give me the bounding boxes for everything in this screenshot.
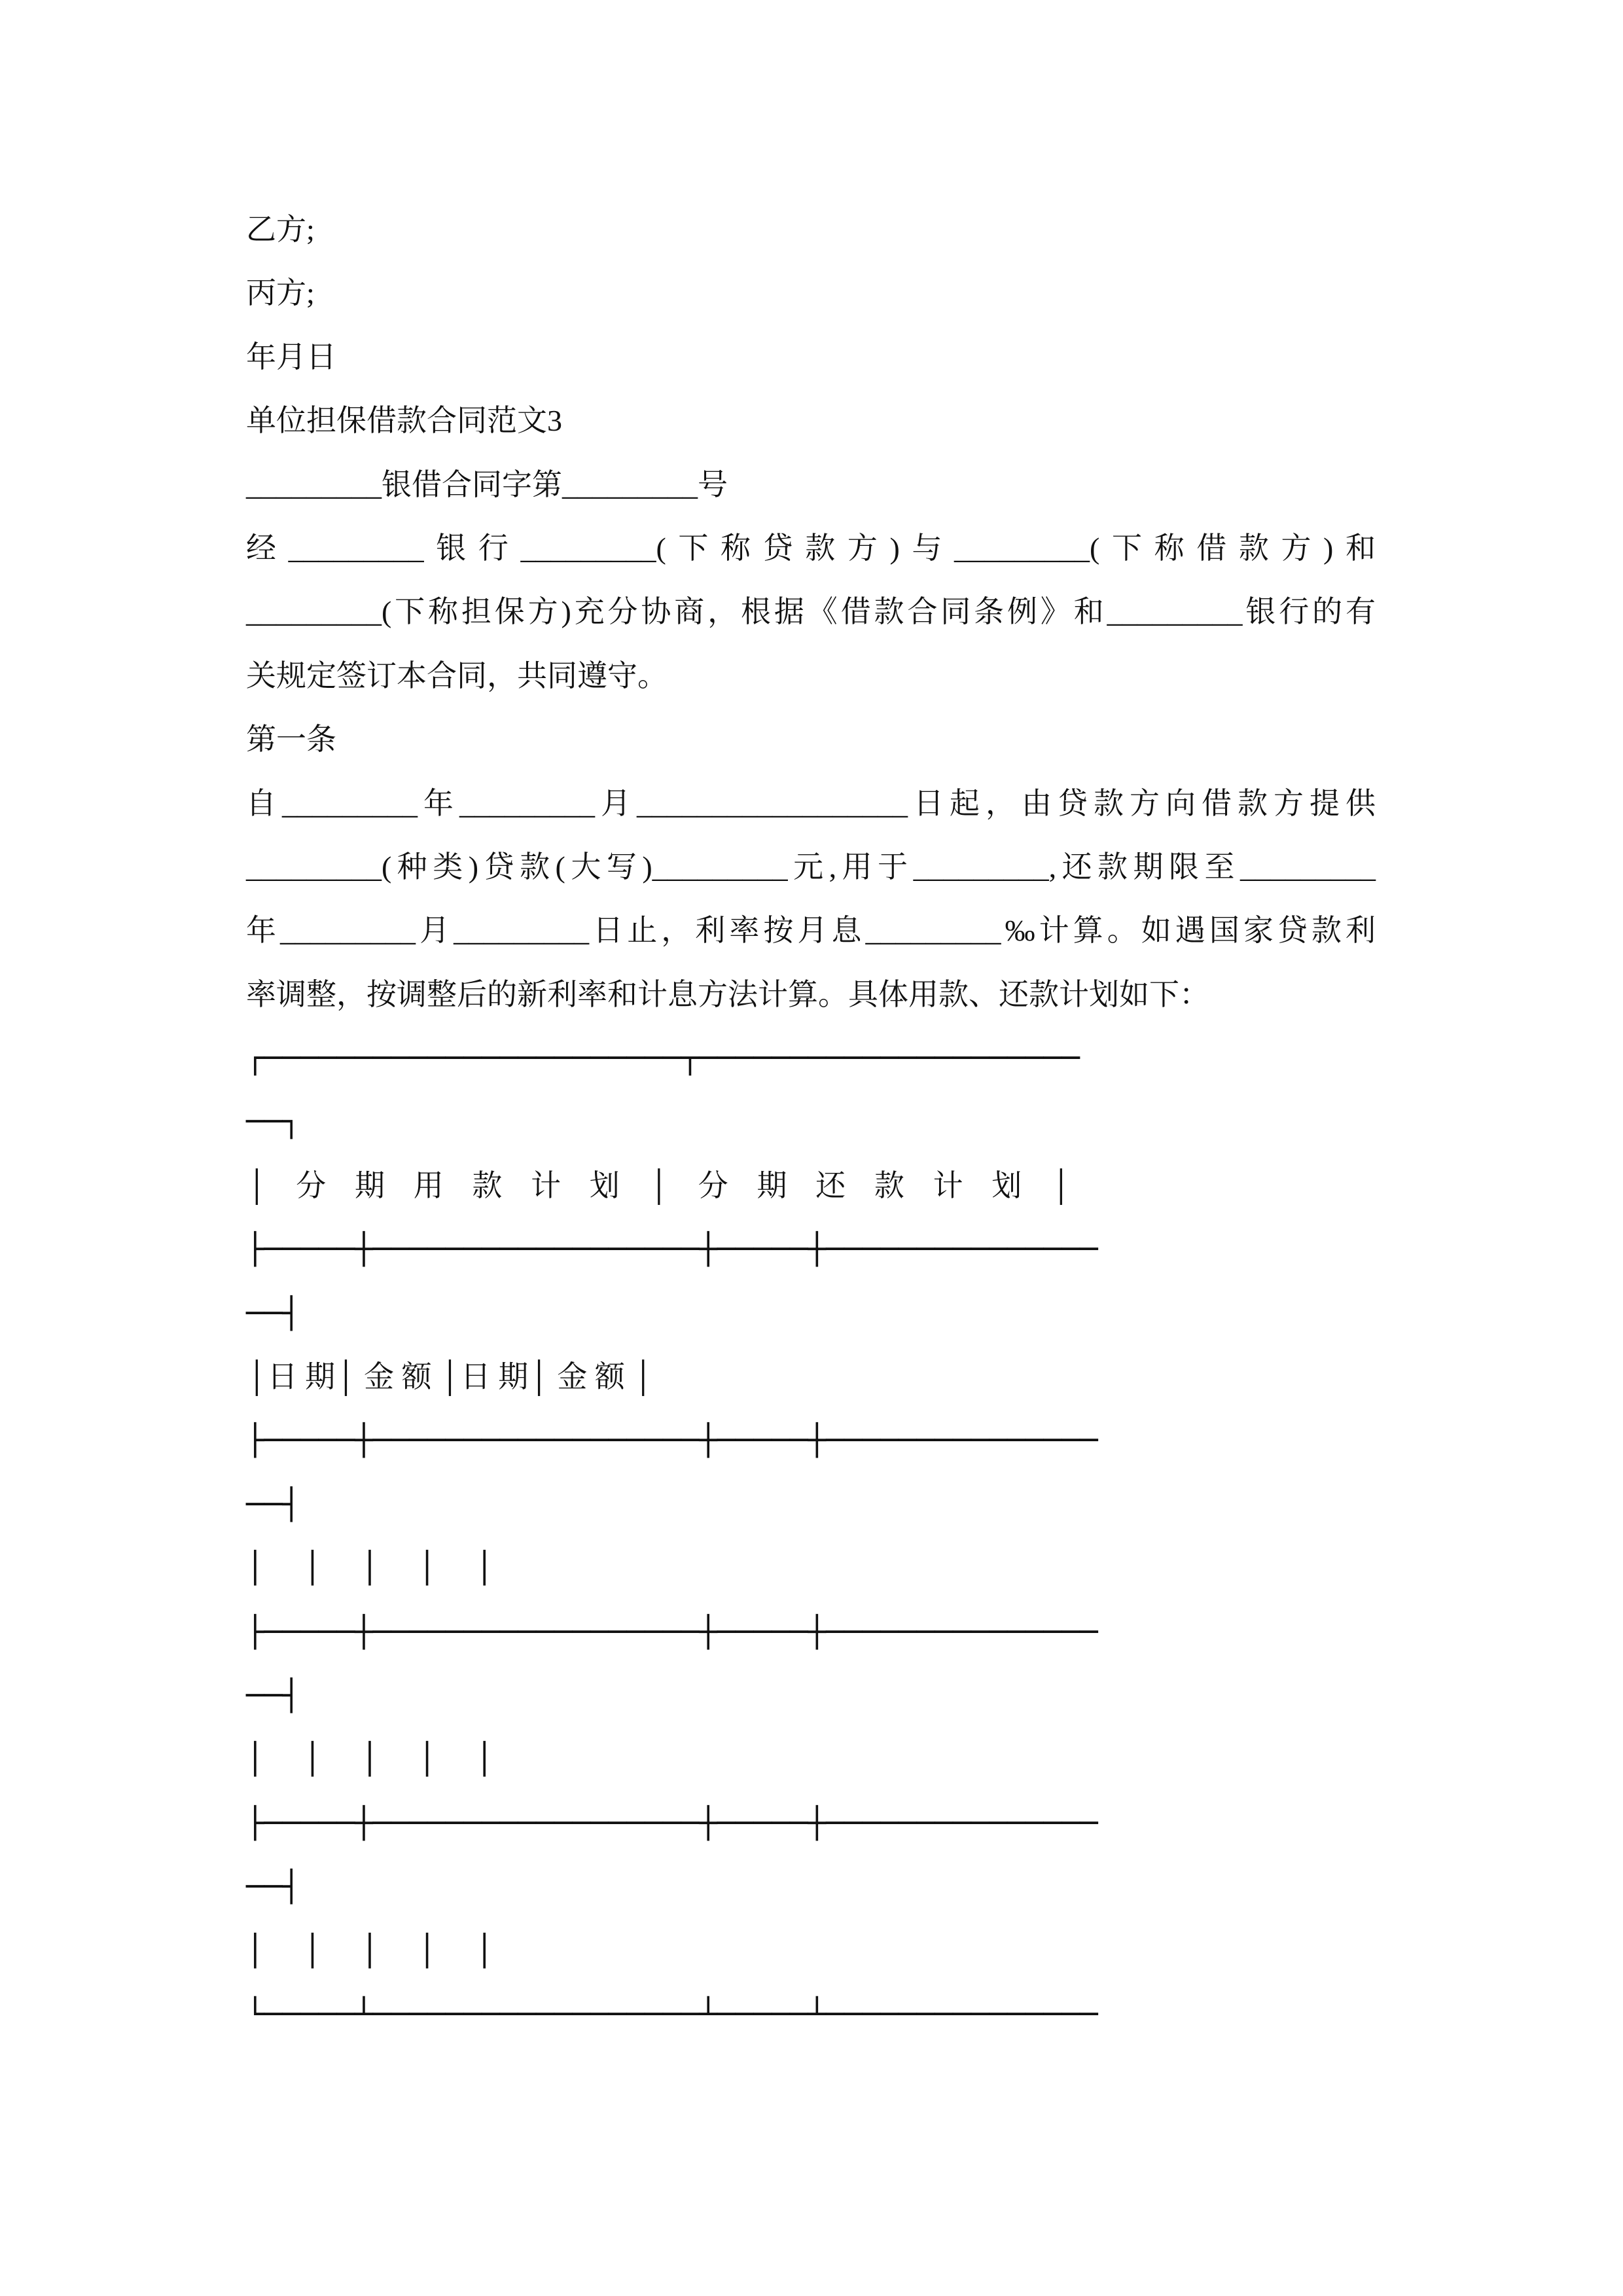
document-page xyxy=(246,198,1376,2046)
article-heading: 第一条 xyxy=(246,723,336,757)
table-header-row: │ 分 期 用 款 计 划 │ 分 期 还 款 计 划 │ xyxy=(246,1168,1082,1202)
table-rule-end: ──┤ xyxy=(246,1869,301,1905)
paragraph-line: 率调整，按调整后的新利率和计息方法计算。具体用款、还款计划如下： xyxy=(246,977,1209,1011)
table-bottom-rule: └─────┴──────────────────┴─────┴─────────────── xyxy=(246,1996,1098,2032)
paragraph-line: 年_________月_________日止，利率按月息_________‰计算。如遇国家贷款利 xyxy=(246,914,1376,948)
table-top-rule: ┌───────────────────────┬───────────────────── xyxy=(246,1040,1080,1076)
table-mid-rule: ├─────┼──────────────────┼─────┼─────────────── xyxy=(246,1804,1098,1840)
paragraph-line: 自_________年_________月__________________日起，由贷款方向借款方提供 xyxy=(246,786,1376,820)
party-c-line: 丙方; xyxy=(246,276,315,310)
table-row: │ │ │ │ │ xyxy=(246,1550,505,1586)
paragraph-line: 关规定签订本合同，共同遵守。 xyxy=(246,658,668,692)
table-subheader-row: │日 期│ 金 额 │日 期│ 金 额 │ xyxy=(246,1360,654,1394)
table-rule-end: ──┐ xyxy=(246,1103,301,1139)
table-mid-rule: ├─────┼──────────────────┼─────┼─────────────── xyxy=(246,1422,1098,1458)
table-mid-rule: ├─────┼──────────────────┼─────┼─────────────── xyxy=(246,1613,1098,1649)
section-title: 单位担保借款合同范文3 xyxy=(246,404,562,438)
paragraph-line: _________(种类)贷款(大写)_________元,用于_________,还款期限至_________ xyxy=(246,850,1376,884)
contract-number-line: _________银借合同字第_________号 xyxy=(246,467,728,501)
table-mid-rule: ├─────┼──────────────────┼─────┼─────────────── xyxy=(246,1231,1098,1267)
table-rule-end: ──┤ xyxy=(246,1677,301,1713)
table-row: │ │ │ │ │ xyxy=(246,1932,505,1968)
table-row: │ │ │ │ │ xyxy=(246,1741,505,1777)
paragraph-line: _________(下称担保方)充分协商，根据《借款合同条例》和_________银行的有 xyxy=(246,595,1376,629)
table-rule-end: ──┤ xyxy=(246,1295,301,1331)
paragraph-line: 经_________银行_________(下称贷款方)与_________(下称借款方)和 xyxy=(246,531,1376,565)
table-rule-end: ──┤ xyxy=(246,1486,301,1522)
date-line: 年月日 xyxy=(246,340,336,374)
party-b-line: 乙方; xyxy=(246,213,315,246)
